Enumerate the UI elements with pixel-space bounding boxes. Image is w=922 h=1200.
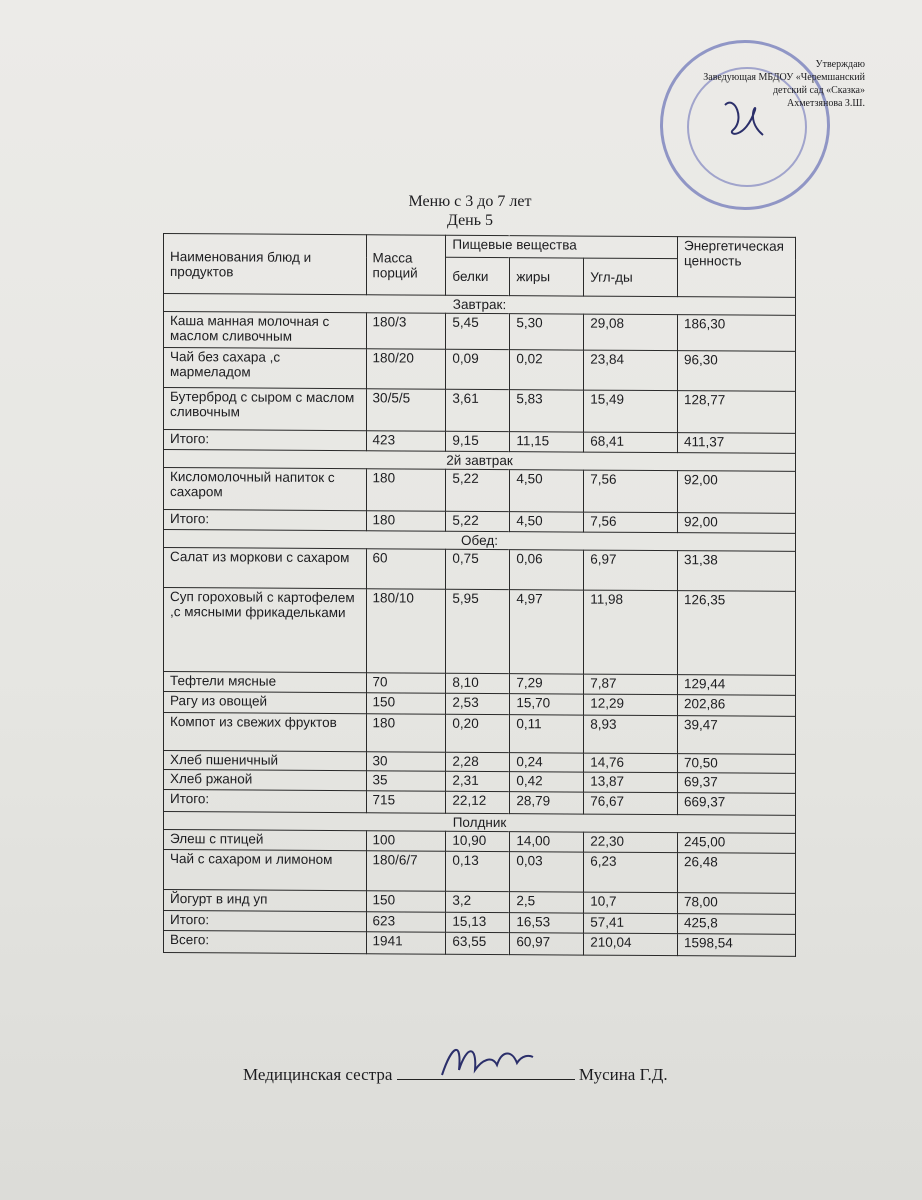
cell-proteins: 0,20 <box>446 714 510 752</box>
section-heading: Обед: <box>164 530 796 552</box>
cell-mass: 70 <box>366 673 446 693</box>
cell-fats: 0,02 <box>510 350 584 390</box>
cell-mass: 180 <box>366 714 446 752</box>
cell-mass: 60 <box>366 549 446 589</box>
cell-dish: Салат из моркови с сахаром <box>164 548 367 589</box>
cell-energy: 128,77 <box>678 391 796 434</box>
cell-mass: 100 <box>366 831 446 851</box>
cell-carbs: 8,93 <box>584 715 678 754</box>
cell-fats: 0,24 <box>510 753 584 772</box>
approval-line-1: Утверждаю <box>815 59 865 70</box>
footer-name: Мусина Г.Д. <box>578 1065 668 1084</box>
section-heading: Полдник <box>164 812 796 834</box>
cell-proteins: 2,28 <box>446 752 510 771</box>
cell-energy: 92,00 <box>678 513 796 534</box>
table-row <box>164 931 796 957</box>
cell-energy: 245,00 <box>678 833 796 854</box>
menu-title-line-1: Меню с 3 до 7 лет <box>408 193 532 210</box>
table-row <box>164 388 796 434</box>
cell-proteins: 5,22 <box>446 469 510 511</box>
cell-carbs: 23,84 <box>584 350 678 391</box>
cell-fats: 4,50 <box>510 470 584 512</box>
cell-energy: 669,37 <box>678 793 796 816</box>
cell-mass: 180 <box>366 511 446 531</box>
cell-carbs: 7,56 <box>584 512 678 533</box>
cell-proteins: 2,53 <box>446 693 510 714</box>
cell-energy: 126,35 <box>678 591 796 676</box>
table-row <box>164 588 796 676</box>
cell-carbs: 29,08 <box>584 314 678 351</box>
cell-proteins: 0,13 <box>446 851 510 891</box>
cell-proteins: 0,75 <box>446 549 510 589</box>
cell-dish: Чай без сахара ,с мармеладом <box>164 348 367 389</box>
header-fats: жиры <box>510 258 584 296</box>
cell-carbs: 13,87 <box>584 772 678 793</box>
cell-dish: Хлеб ржаной <box>164 770 367 791</box>
cell-proteins: 5,22 <box>446 511 510 531</box>
cell-carbs: 7,87 <box>584 674 678 695</box>
cell-proteins: 5,95 <box>446 589 510 673</box>
cell-fats: 0,11 <box>510 715 584 753</box>
cell-dish: Итого: <box>164 510 367 531</box>
table-row <box>164 548 796 592</box>
cell-fats: 15,70 <box>510 694 584 715</box>
cell-fats: 4,97 <box>510 590 584 674</box>
cell-mass: 30 <box>366 752 446 771</box>
cell-dish: Каша манная молочная с маслом сливочным <box>164 312 367 349</box>
cell-energy: 425,8 <box>678 914 796 935</box>
cell-carbs: 12,29 <box>584 694 678 716</box>
cell-dish: Компот из свежих фруктов <box>164 713 367 752</box>
cell-energy: 70,50 <box>678 754 796 774</box>
cell-carbs: 6,97 <box>584 550 678 591</box>
cell-mass: 150 <box>366 891 446 912</box>
cell-fats: 28,79 <box>510 792 584 814</box>
cell-fats: 4,50 <box>510 512 584 532</box>
cell-energy: 96,30 <box>678 351 796 392</box>
section-heading: 2й завтрак <box>164 450 796 472</box>
cell-fats: 0,03 <box>510 852 584 892</box>
header-mass: Масса порций <box>366 235 446 295</box>
cell-mass: 150 <box>366 693 446 714</box>
header-carbs: Угл-ды <box>584 258 678 297</box>
cell-mass: 623 <box>366 912 446 932</box>
cell-mass: 180/20 <box>366 349 446 389</box>
cell-mass: 180/10 <box>366 589 446 673</box>
table-row <box>164 348 796 392</box>
cell-proteins: 0,09 <box>446 349 510 389</box>
cell-carbs: 68,41 <box>584 432 678 453</box>
cell-proteins: 15,13 <box>446 912 510 932</box>
section-heading: Завтрак: <box>164 294 796 316</box>
menu-title <box>360 192 580 230</box>
cell-carbs: 14,76 <box>584 753 678 773</box>
cell-energy: 411,37 <box>678 433 796 454</box>
cell-carbs: 15,49 <box>584 390 678 433</box>
cell-energy: 69,37 <box>678 773 796 794</box>
cell-proteins: 2,31 <box>446 771 510 791</box>
cell-fats: 14,00 <box>510 832 584 852</box>
cell-dish: Суп гороховый с картофелем ,с мясными фрикадельками <box>164 588 367 673</box>
cell-proteins: 8,10 <box>446 673 510 693</box>
menu-table <box>163 233 796 957</box>
cell-dish: Тефтели мясные <box>164 672 367 693</box>
cell-fats: 0,06 <box>510 550 584 590</box>
cell-energy: 31,38 <box>678 551 796 592</box>
cell-carbs: 7,56 <box>584 470 678 513</box>
approval-line-3: детский сад «Сказка» <box>772 85 865 96</box>
table-row <box>164 850 796 894</box>
table-row <box>164 468 796 514</box>
cell-carbs: 76,67 <box>584 792 678 815</box>
cell-energy: 186,30 <box>678 315 796 352</box>
cell-proteins: 5,45 <box>446 313 510 349</box>
cell-dish: Итого: <box>164 911 367 932</box>
cell-dish: Йогурт в инд уп <box>164 890 367 912</box>
cell-energy: 129,44 <box>678 675 796 696</box>
menu-title-line-2: День 5 <box>446 212 494 229</box>
cell-dish: Всего: <box>164 931 367 954</box>
cell-mass: 180/3 <box>366 313 446 349</box>
cell-mass: 35 <box>366 771 446 791</box>
header-energy: Энергетическая ценность <box>678 237 796 298</box>
cell-dish: Чай с сахаром и лимоном <box>164 850 367 891</box>
cell-dish: Рагу из овощей <box>164 692 367 714</box>
header-name: Наименования блюд и продуктов <box>164 234 367 295</box>
table-row <box>164 312 796 352</box>
director-signature <box>715 90 775 150</box>
cell-carbs: 210,04 <box>584 933 678 956</box>
cell-carbs: 57,41 <box>584 913 678 934</box>
cell-dish: Итого: <box>164 430 367 451</box>
cell-fats: 5,30 <box>510 314 584 350</box>
cell-mass: 180 <box>366 469 446 511</box>
cell-proteins: 10,90 <box>446 831 510 851</box>
cell-energy: 1598,54 <box>678 934 796 957</box>
cell-carbs: 10,7 <box>584 892 678 914</box>
cell-energy: 202,86 <box>678 695 796 717</box>
cell-mass: 180/6/7 <box>366 851 446 891</box>
cell-energy: 39,47 <box>678 716 796 755</box>
cell-mass: 715 <box>366 791 446 813</box>
cell-mass: 30/5/5 <box>366 389 446 431</box>
header-nutrients: Пищевые вещества <box>446 235 678 258</box>
cell-mass: 1941 <box>366 932 446 954</box>
cell-dish: Элеш с птицей <box>164 830 367 851</box>
cell-carbs: 11,98 <box>584 590 678 675</box>
cell-mass: 423 <box>366 431 446 451</box>
cell-proteins: 9,15 <box>446 431 510 451</box>
cell-proteins: 3,61 <box>446 389 510 431</box>
cell-fats: 2,5 <box>510 892 584 913</box>
cell-dish: Итого: <box>164 790 367 813</box>
cell-proteins: 63,55 <box>446 932 510 954</box>
footer-role: Медицинская сестра <box>243 1065 393 1084</box>
cell-energy: 92,00 <box>678 471 796 514</box>
cell-fats: 0,42 <box>510 772 584 792</box>
cell-energy: 26,48 <box>678 853 796 894</box>
cell-fats: 5,83 <box>510 390 584 432</box>
cell-dish: Кисломолочный напиток с сахаром <box>164 468 367 511</box>
cell-energy: 78,00 <box>678 893 796 915</box>
cell-fats: 7,29 <box>510 674 584 694</box>
cell-dish: Хлеб пшеничный <box>164 751 367 771</box>
nurse-signature <box>437 1035 537 1085</box>
table-row <box>164 713 796 755</box>
header-proteins: белки <box>446 257 510 295</box>
cell-proteins: 22,12 <box>446 791 510 813</box>
cell-fats: 16,53 <box>510 913 584 933</box>
approval-line-4: Ахметзянова З.Ш. <box>786 98 865 109</box>
approval-line-2: Заведующая МБДОУ «Черемшанский <box>703 72 865 83</box>
cell-carbs: 22,30 <box>584 832 678 853</box>
footer-signature-line <box>243 1063 803 1085</box>
cell-proteins: 3,2 <box>446 891 510 912</box>
cell-carbs: 6,23 <box>584 852 678 893</box>
signature-underline <box>397 1063 575 1080</box>
cell-fats: 11,15 <box>510 432 584 452</box>
cell-fats: 60,97 <box>510 933 584 955</box>
cell-dish: Бутерброд с сыром с маслом сливочным <box>164 388 367 431</box>
